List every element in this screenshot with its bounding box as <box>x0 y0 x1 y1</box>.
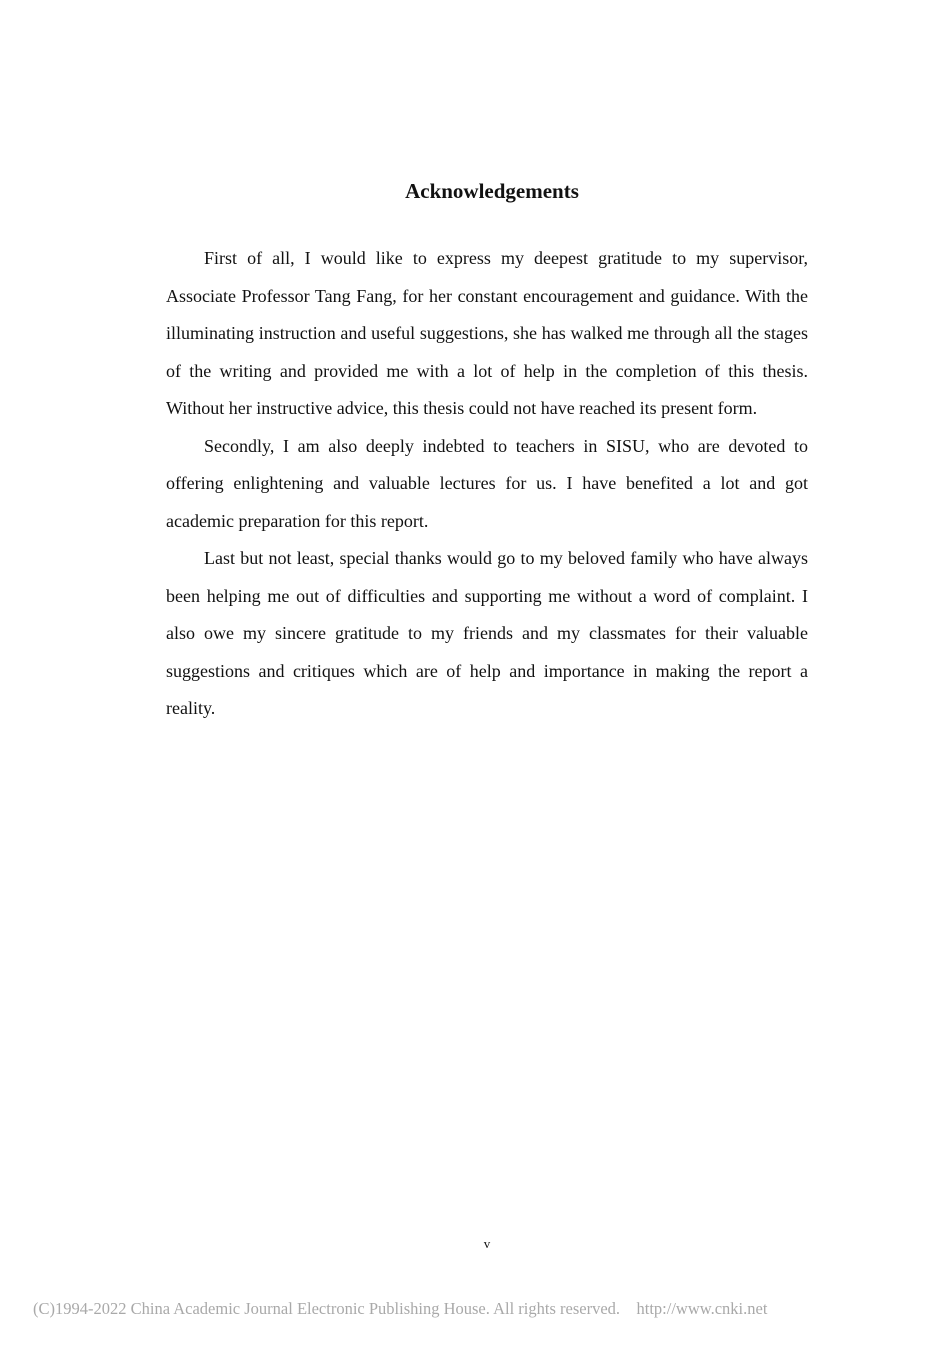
paragraph-supervisor: First of all, I would like to express my deepest gratitude to my supervisor, Associate Professor Tang Fang, for her constant encouragement and guidance. With the illuminating instruction and useful suggestions, she has walked me through all the stages of the writing and provided me with a lot of help in the completion of this thesis. Without her instructive advice, this thesis could not have reached its present form. <box>166 248 808 418</box>
page-title: Acknowledgements <box>405 179 579 203</box>
copyright-footer: (C)1994-2022 China Academic Journal Electronic Publishing House. All rights reserved. http://www.cnki.net <box>33 1299 768 1318</box>
page-number: v <box>483 1236 491 1251</box>
paragraph-teachers: Secondly, I am also deeply indebted to teachers in SISU, who are devoted to offering enlightening and valuable lectures for us. I have benefited a lot and got academic preparation for this report. <box>166 435 808 531</box>
acknowledgements-body <box>166 240 808 728</box>
paragraph-family: Last but not least, special thanks would go to my beloved family who have always been helping me out of difficulties and supporting me without a word of complaint. I also owe my sincere gratitude to my friends and my classmates for their valuable suggestions and critiques which are of help and importance in making the report a reality. <box>166 548 808 718</box>
